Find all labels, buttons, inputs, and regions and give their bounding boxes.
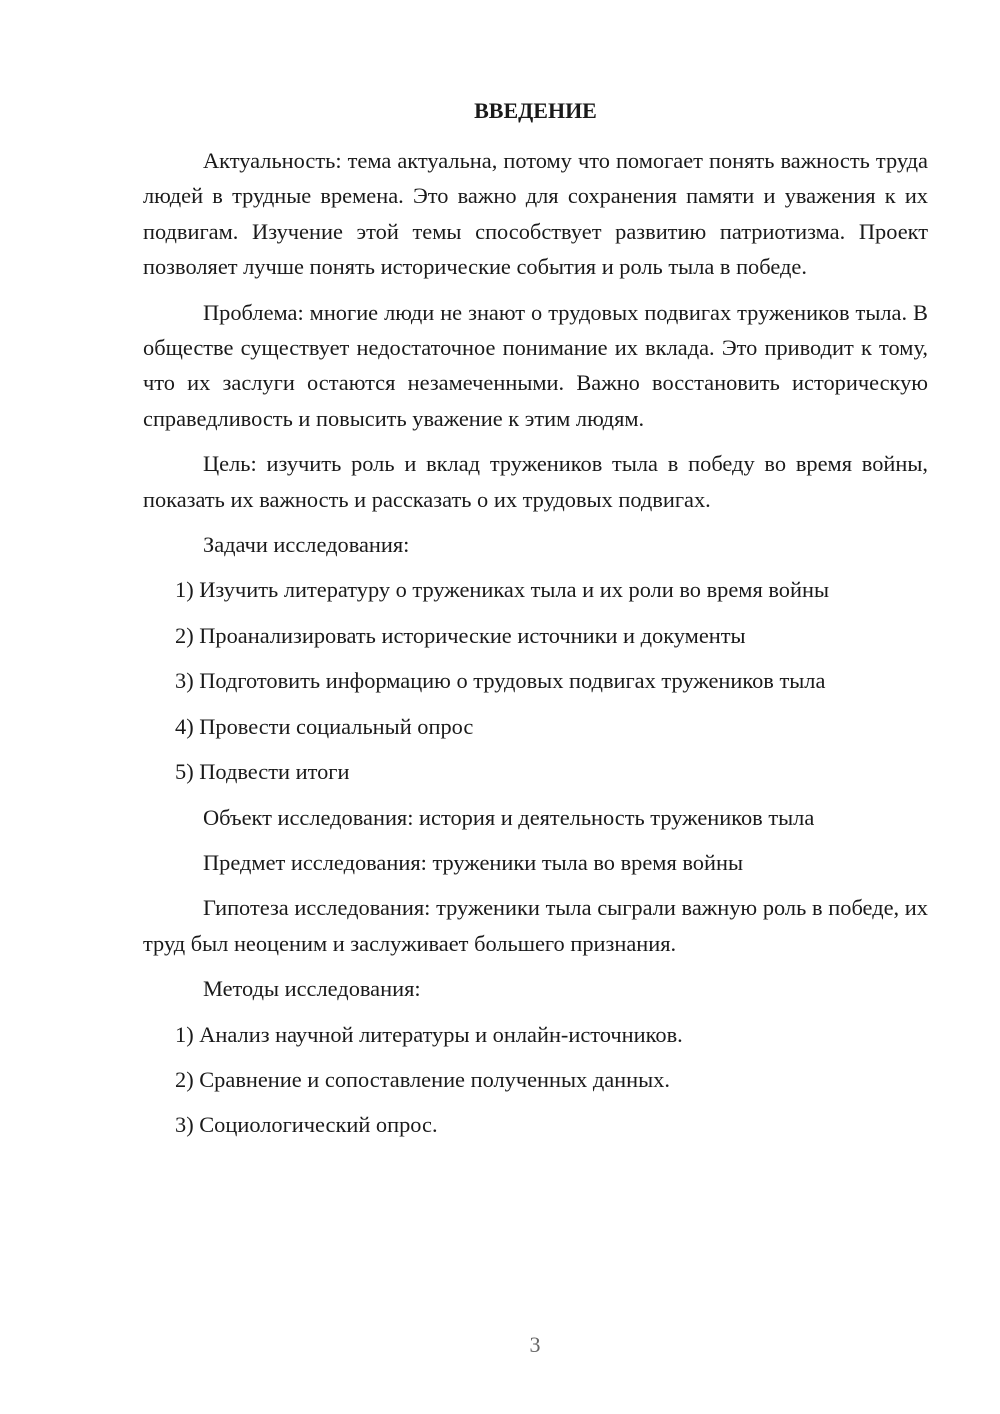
task-item: 4) Провести социальный опрос [175,713,474,739]
task-item: 5) Подвести итоги [175,759,350,785]
task-item: 1) Изучить литературу о тружениках тыла и их роли во время войны [175,577,829,603]
methods-heading: Методы исследования: [203,976,421,1002]
research-object: Объект исследования: история и деятельность тружеников тыла [203,804,815,830]
relevance-paragraph: Актуальность: тема актуальна, потому что помогает понять важность труда людей в трудные времена. Это важно для сохранения памяти и уважения к их подвигам. Изучение этой темы способствует развитию патриотизма. Проект позволяет лучше понять исторические события и роль тыла в победе. [143,148,928,280]
method-item: 1) Анализ научной литературы и онлайн-источников. [175,1021,683,1047]
page-title: ВВЕДЕНИЕ [474,98,597,123]
research-hypothesis: Гипотеза исследования: труженики тыла сыграли важную роль в победе, их труд был неоценим и заслуживает большего признания. [143,895,928,956]
goal-paragraph: Цель: изучить роль и вклад тружеников тыла в победу во время войны, показать их важность и рассказать о их трудовых подвигах. [143,451,928,512]
method-item: 2) Сравнение и сопоставление полученных данных. [175,1066,670,1092]
tasks-list [143,572,928,789]
methods-list [143,1017,928,1143]
problem-paragraph: Проблема: многие люди не знают о трудовых подвигах тружеников тыла. В обществе существует недостаточное понимание их вклада. Это приводит к тому, что их заслуги остаются незамеченными. Важно восстановить историческую справедливость и повысить уважение к этим людям. [143,299,928,431]
task-item: 2) Проанализировать исторические источники и документы [175,622,746,648]
method-item: 3) Социологический опрос. [175,1112,438,1138]
page-content [143,143,928,1153]
research-subject: Предмет исследования: труженики тыла во время войны [203,849,743,875]
page-number: 3 [529,1332,541,1357]
tasks-heading: Задачи исследования: [203,532,410,558]
task-item: 3) Подготовить информацию о трудовых подвигах тружеников тыла [175,668,826,694]
